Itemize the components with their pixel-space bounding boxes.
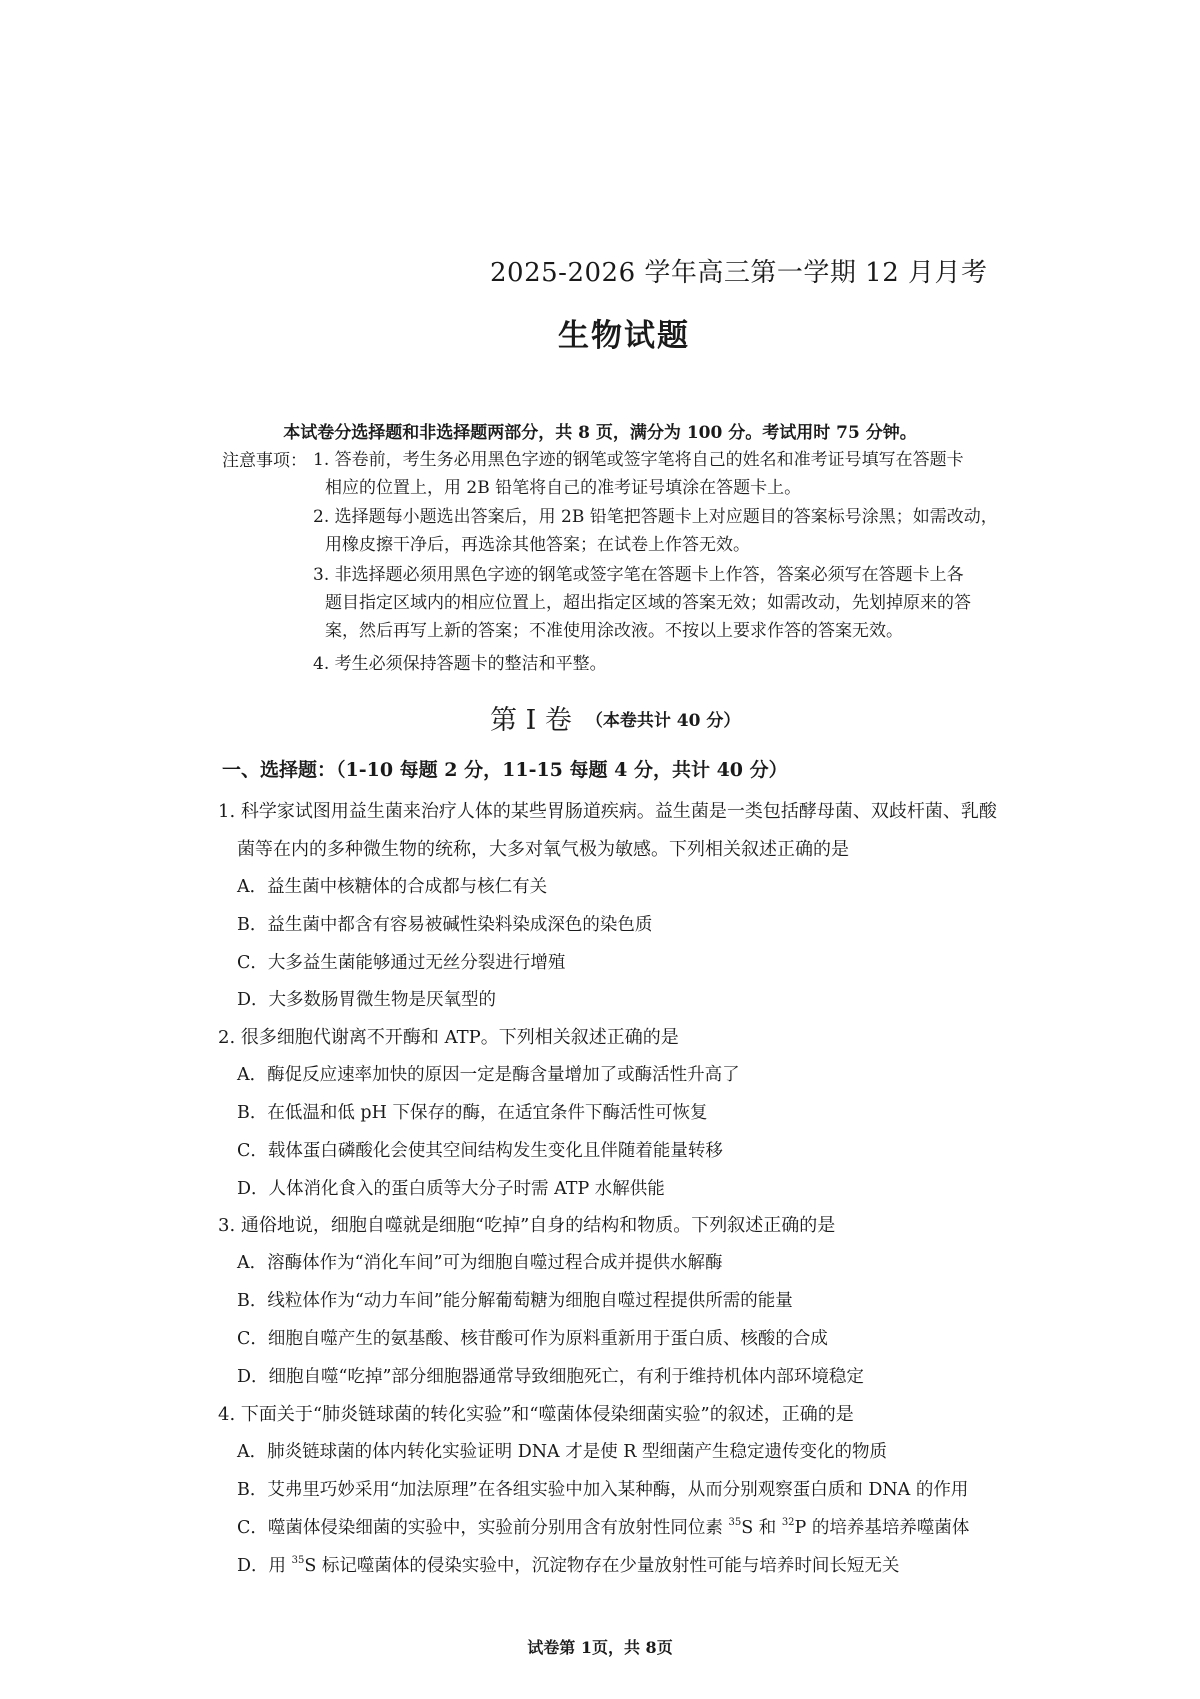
question-4-option-b: B．艾弗里巧妙采用“加法原理”在各组实验中加入某种酶，从而分别观察蛋白质和 DNA 的作用	[237, 1480, 969, 1500]
part-title-desc: （1-10 每题 2 分，11-15 每题 4 分，共计 40 分）	[336, 759, 788, 781]
notice-item-3-line-1: 3. 非选择题必须用黑色字迹的钢笔或签字笔在答题卡上作答，答案必须写在答题卡上各	[313, 565, 964, 585]
notice-label: 注意事项：	[222, 451, 307, 471]
exam-intro: 本试卷分选择题和非选择题两部分，共 8 页，满分为 100 分。考试用时 75 分钟。	[283, 423, 917, 443]
question-3-stem: 3. 通俗地说，细胞自噬就是细胞“吃掉”自身的结构和物质。下列叙述正确的是	[218, 1215, 836, 1236]
section-title-text: 第 I 卷	[490, 705, 572, 736]
notice-item-2-line-1: 2. 选择题每小题选出答案后，用 2B 铅笔把答题卡上对应题目的答案标号涂黑；如需改动，	[313, 507, 998, 527]
section-title	[490, 698, 740, 737]
question-2-option-b: B．在低温和低 pH 下保存的酶，在适宜条件下酶活性可恢复	[237, 1103, 708, 1123]
question-2-stem: 2. 很多细胞代谢离不开酶和 ATP。下列相关叙述正确的是	[218, 1027, 679, 1048]
page-footer: 试卷第 1页，共 8页	[527, 1638, 673, 1657]
question-4-option-c-text-1: C．噬菌体侵染细菌的实验中，实验前分别用含有放射性同位素	[237, 1518, 729, 1538]
section-title-sub: （本卷共计 40 分）	[585, 711, 741, 731]
question-4-option-c-text-3: P 的培养基培养噬菌体	[794, 1518, 970, 1538]
exam-term-title: 2025-2026 学年高三第一学期 12 月月考	[490, 258, 988, 288]
question-4-option-a: A．肺炎链球菌的体内转化实验证明 DNA 才是使 R 型细菌产生稳定遗传变化的物质	[237, 1442, 888, 1462]
question-4-stem: 4. 下面关于“肺炎链球菌的转化实验”和“噬菌体侵染细菌实验”的叙述，正确的是	[218, 1404, 854, 1425]
question-1-stem-line-1: 1. 科学家试图用益生菌来治疗人体的某些胃肠道疾病。益生菌是一类包括酵母菌、双歧杆菌、乳酸	[218, 801, 997, 822]
notice-item-3-line-3: 案，然后再写上新的答案；不准使用涂改液。不按以上要求作答的答案无效。	[325, 621, 903, 641]
question-2-option-d: D．人体消化食入的蛋白质等大分子时需 ATP 水解供能	[237, 1179, 665, 1199]
question-1-stem-line-2: 菌等在内的多种微生物的统称，大多对氧气极为敏感。下列相关叙述正确的是	[237, 839, 849, 860]
question-4-option-d-text-1: D．用	[237, 1556, 292, 1576]
phosphorus-mass-number: 32	[781, 1517, 795, 1528]
question-3-option-d: D．细胞自噬“吃掉”部分细胞器通常导致细胞死亡，有利于维持机体内部环境稳定	[237, 1367, 864, 1387]
question-3-option-a: A．溶酶体作为“消化车间”可为细胞自噬过程合成并提供水解酶	[237, 1253, 723, 1273]
question-2-option-c: C．载体蛋白磷酸化会使其空间结构发生变化且伴随着能量转移	[237, 1141, 723, 1161]
question-2-option-a: A．酶促反应速率加快的原因一定是酶含量增加了或酶活性升高了	[237, 1065, 740, 1085]
exam-subject-title: 生物试题	[558, 318, 690, 354]
question-4-option-d	[237, 1552, 899, 1577]
notice-item-1-line-2: 相应的位置上，用 2B 铅笔将自己的准考证号填涂在答题卡上。	[325, 478, 802, 498]
question-1-option-b: B．益生菌中都含有容易被碱性染料染成深色的染色质	[237, 915, 653, 935]
notice-item-4-line-1: 4. 考生必须保持答题卡的整洁和平整。	[313, 654, 607, 674]
part-title	[222, 755, 788, 782]
notice-item-1-line-1: 1. 答卷前，考生务必用黑色字迹的钢笔或签字笔将自己的姓名和准考证号填写在答题卡	[313, 450, 964, 470]
question-1-option-c: C．大多益生菌能够通过无丝分裂进行增殖	[237, 953, 566, 973]
question-4-option-c	[237, 1514, 969, 1539]
notice-item-3-line-2: 题目指定区域内的相应位置上，超出指定区域的答案无效；如需改动，先划掉原来的答	[325, 593, 971, 613]
question-3-option-c: C．细胞自噬产生的氨基酸、核苷酸可作为原料重新用于蛋白质、核酸的合成	[237, 1329, 828, 1349]
question-1-option-a: A．益生菌中核糖体的合成都与核仁有关	[237, 877, 548, 897]
notice-item-2-line-2: 用橡皮擦干净后，再选涂其他答案；在试卷上作答无效。	[325, 535, 750, 555]
sulfur-mass-number: 35	[728, 1517, 742, 1528]
question-4-option-d-text-2: S 标记噬菌体的侵染实验中，沉淀物存在少量放射性可能与培养时间长短无关	[304, 1556, 900, 1576]
sulfur-mass-number: 35	[291, 1555, 305, 1566]
part-title-text: 一、选择题：	[222, 759, 337, 781]
question-1-option-d: D．大多数肠胃微生物是厌氧型的	[237, 990, 497, 1010]
question-4-option-c-text-2: S 和	[741, 1518, 782, 1538]
question-3-option-b: B．线粒体作为“动力车间”能分解葡萄糖为细胞自噬过程提供所需的能量	[237, 1291, 793, 1311]
